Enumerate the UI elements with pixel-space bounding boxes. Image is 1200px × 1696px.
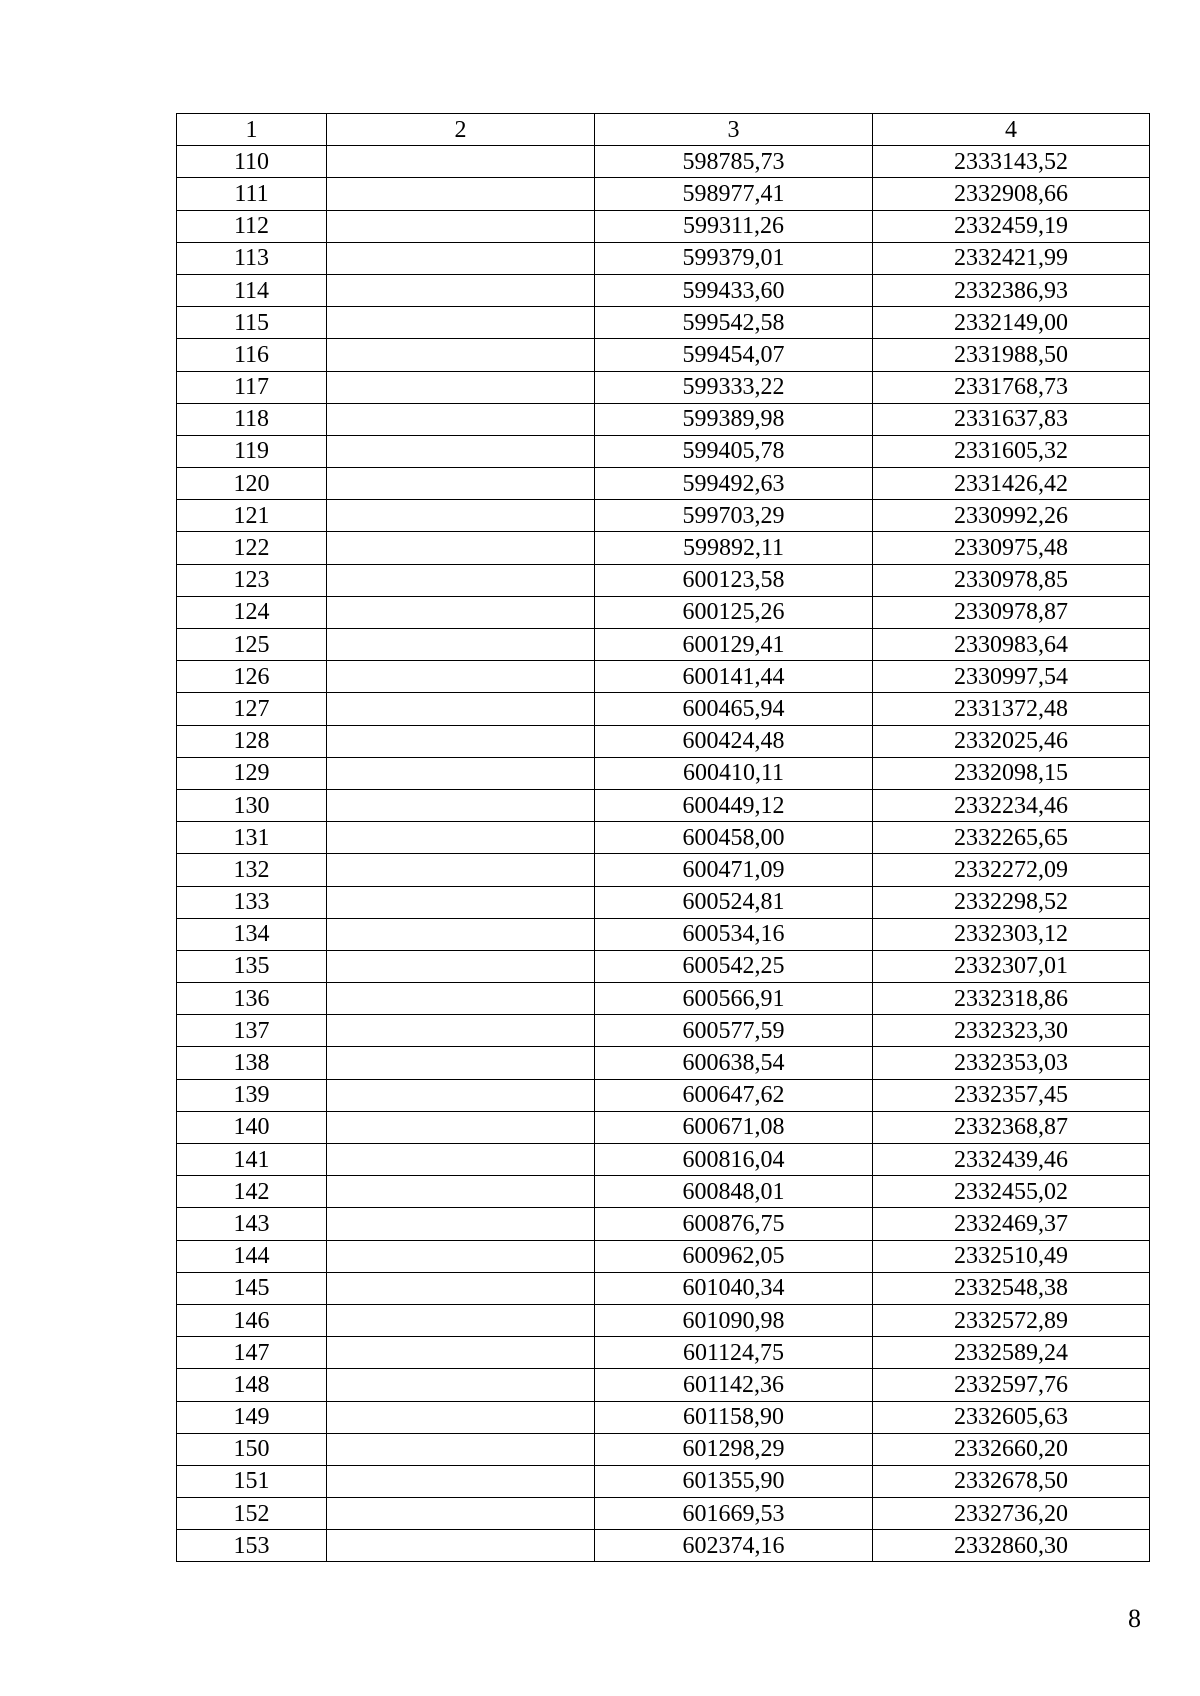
- point-number-cell: 123: [177, 564, 327, 596]
- y-coordinate-cell: 2332323,30: [873, 1015, 1150, 1047]
- table-row: [177, 918, 1150, 950]
- x-coordinate-cell: 600141,44: [595, 661, 873, 693]
- x-coordinate-cell: 600458,00: [595, 822, 873, 854]
- y-coordinate-cell: 2332234,46: [873, 789, 1150, 821]
- point-number-cell: 111: [177, 178, 327, 210]
- point-number-cell: 114: [177, 274, 327, 306]
- description-cell: [327, 1047, 595, 1079]
- point-number-cell: 124: [177, 596, 327, 628]
- point-number-cell: 132: [177, 854, 327, 886]
- table-row: [177, 564, 1150, 596]
- description-cell: [327, 274, 595, 306]
- y-coordinate-cell: 2331605,32: [873, 435, 1150, 467]
- point-number-cell: 139: [177, 1079, 327, 1111]
- description-cell: [327, 1401, 595, 1433]
- table-row: [177, 1530, 1150, 1562]
- y-coordinate-cell: 2332353,03: [873, 1047, 1150, 1079]
- point-number-cell: 150: [177, 1433, 327, 1465]
- description-cell: [327, 1530, 595, 1562]
- x-coordinate-cell: 600524,81: [595, 886, 873, 918]
- description-cell: [327, 983, 595, 1015]
- x-coordinate-cell: 601142,36: [595, 1369, 873, 1401]
- point-number-cell: 115: [177, 307, 327, 339]
- description-cell: [327, 854, 595, 886]
- description-cell: [327, 403, 595, 435]
- table-row: [177, 1272, 1150, 1304]
- description-cell: [327, 1144, 595, 1176]
- y-coordinate-cell: 2332510,49: [873, 1240, 1150, 1272]
- x-coordinate-cell: 601158,90: [595, 1401, 873, 1433]
- description-cell: [327, 918, 595, 950]
- x-coordinate-cell: 600577,59: [595, 1015, 873, 1047]
- table-row: [177, 1047, 1150, 1079]
- x-coordinate-cell: 599492,63: [595, 468, 873, 500]
- y-coordinate-cell: 2332660,20: [873, 1433, 1150, 1465]
- y-coordinate-cell: 2330978,87: [873, 596, 1150, 628]
- table-row: [177, 435, 1150, 467]
- point-number-cell: 130: [177, 789, 327, 821]
- point-number-cell: 126: [177, 661, 327, 693]
- y-coordinate-cell: 2332597,76: [873, 1369, 1150, 1401]
- y-coordinate-cell: 2331988,50: [873, 339, 1150, 371]
- description-cell: [327, 210, 595, 242]
- point-number-cell: 143: [177, 1208, 327, 1240]
- point-number-cell: 136: [177, 983, 327, 1015]
- table-row: [177, 468, 1150, 500]
- table-row: [177, 274, 1150, 306]
- y-coordinate-cell: 2332386,93: [873, 274, 1150, 306]
- y-coordinate-cell: 2332149,00: [873, 307, 1150, 339]
- table-row: [177, 1369, 1150, 1401]
- header-cell-col2: 2: [327, 114, 595, 146]
- x-coordinate-cell: 599542,58: [595, 307, 873, 339]
- description-cell: [327, 789, 595, 821]
- y-coordinate-cell: 2331426,42: [873, 468, 1150, 500]
- description-cell: [327, 178, 595, 210]
- point-number-cell: 149: [177, 1401, 327, 1433]
- point-number-cell: 153: [177, 1530, 327, 1562]
- y-coordinate-cell: 2332572,89: [873, 1304, 1150, 1336]
- point-number-cell: 152: [177, 1498, 327, 1530]
- header-cell-col3: 3: [595, 114, 873, 146]
- table-row: [177, 210, 1150, 242]
- x-coordinate-cell: 600848,01: [595, 1176, 873, 1208]
- table-row: [177, 1176, 1150, 1208]
- point-number-cell: 129: [177, 757, 327, 789]
- page-number: 8: [1128, 1604, 1141, 1633]
- table-row: [177, 403, 1150, 435]
- table-row: [177, 1111, 1150, 1143]
- table-row: [177, 822, 1150, 854]
- table-row: [177, 757, 1150, 789]
- table-row: [177, 1337, 1150, 1369]
- x-coordinate-cell: 599311,26: [595, 210, 873, 242]
- point-number-cell: 145: [177, 1272, 327, 1304]
- point-number-cell: 137: [177, 1015, 327, 1047]
- y-coordinate-cell: 2332421,99: [873, 242, 1150, 274]
- point-number-cell: 110: [177, 146, 327, 178]
- description-cell: [327, 693, 595, 725]
- x-coordinate-cell: 600125,26: [595, 596, 873, 628]
- table-row: [177, 500, 1150, 532]
- description-cell: [327, 242, 595, 274]
- table-row: [177, 532, 1150, 564]
- description-cell: [327, 1240, 595, 1272]
- description-cell: [327, 1079, 595, 1111]
- point-number-cell: 122: [177, 532, 327, 564]
- x-coordinate-cell: 602374,16: [595, 1530, 873, 1562]
- y-coordinate-cell: 2332548,38: [873, 1272, 1150, 1304]
- y-coordinate-cell: 2332908,66: [873, 178, 1150, 210]
- description-cell: [327, 661, 595, 693]
- table-row: [177, 178, 1150, 210]
- point-number-cell: 144: [177, 1240, 327, 1272]
- description-cell: [327, 725, 595, 757]
- table-row: [177, 371, 1150, 403]
- x-coordinate-cell: 601355,90: [595, 1465, 873, 1497]
- description-cell: [327, 596, 595, 628]
- description-cell: [327, 629, 595, 661]
- point-number-cell: 140: [177, 1111, 327, 1143]
- description-cell: [327, 1498, 595, 1530]
- x-coordinate-cell: 600962,05: [595, 1240, 873, 1272]
- y-coordinate-cell: 2332025,46: [873, 725, 1150, 757]
- point-number-cell: 120: [177, 468, 327, 500]
- point-number-cell: 135: [177, 950, 327, 982]
- header-cell-col4: 4: [873, 114, 1150, 146]
- y-coordinate-cell: 2332439,46: [873, 1144, 1150, 1176]
- table-row: [177, 789, 1150, 821]
- y-coordinate-cell: 2332678,50: [873, 1465, 1150, 1497]
- point-number-cell: 112: [177, 210, 327, 242]
- point-number-cell: 117: [177, 371, 327, 403]
- y-coordinate-cell: 2332318,86: [873, 983, 1150, 1015]
- table-row: [177, 886, 1150, 918]
- y-coordinate-cell: 2332298,52: [873, 886, 1150, 918]
- x-coordinate-cell: 599333,22: [595, 371, 873, 403]
- x-coordinate-cell: 600410,11: [595, 757, 873, 789]
- description-cell: [327, 1369, 595, 1401]
- x-coordinate-cell: 599389,98: [595, 403, 873, 435]
- point-number-cell: 148: [177, 1369, 327, 1401]
- y-coordinate-cell: 2332860,30: [873, 1530, 1150, 1562]
- x-coordinate-cell: 600542,25: [595, 950, 873, 982]
- description-cell: [327, 950, 595, 982]
- y-coordinate-cell: 2330992,26: [873, 500, 1150, 532]
- description-cell: [327, 532, 595, 564]
- y-coordinate-cell: 2332368,87: [873, 1111, 1150, 1143]
- x-coordinate-cell: 599454,07: [595, 339, 873, 371]
- x-coordinate-cell: 600471,09: [595, 854, 873, 886]
- description-cell: [327, 564, 595, 596]
- y-coordinate-cell: 2333143,52: [873, 146, 1150, 178]
- y-coordinate-cell: 2331372,48: [873, 693, 1150, 725]
- x-coordinate-cell: 599892,11: [595, 532, 873, 564]
- table-row: [177, 242, 1150, 274]
- point-number-cell: 127: [177, 693, 327, 725]
- x-coordinate-cell: 600449,12: [595, 789, 873, 821]
- y-coordinate-cell: 2330983,64: [873, 629, 1150, 661]
- description-cell: [327, 1433, 595, 1465]
- table-row: [177, 693, 1150, 725]
- description-cell: [327, 371, 595, 403]
- table-row: [177, 1079, 1150, 1111]
- table-row: [177, 1240, 1150, 1272]
- point-number-cell: 119: [177, 435, 327, 467]
- point-number-cell: 151: [177, 1465, 327, 1497]
- x-coordinate-cell: 599405,78: [595, 435, 873, 467]
- y-coordinate-cell: 2332605,63: [873, 1401, 1150, 1433]
- description-cell: [327, 757, 595, 789]
- y-coordinate-cell: 2332098,15: [873, 757, 1150, 789]
- y-coordinate-cell: 2332307,01: [873, 950, 1150, 982]
- point-number-cell: 133: [177, 886, 327, 918]
- point-number-cell: 121: [177, 500, 327, 532]
- x-coordinate-cell: 600816,04: [595, 1144, 873, 1176]
- description-cell: [327, 1337, 595, 1369]
- point-number-cell: 125: [177, 629, 327, 661]
- x-coordinate-cell: 600465,94: [595, 693, 873, 725]
- x-coordinate-cell: 599433,60: [595, 274, 873, 306]
- y-coordinate-cell: 2330978,85: [873, 564, 1150, 596]
- table-row: [177, 596, 1150, 628]
- description-cell: [327, 307, 595, 339]
- point-number-cell: 146: [177, 1304, 327, 1336]
- description-cell: [327, 1272, 595, 1304]
- description-cell: [327, 339, 595, 371]
- table-row: [177, 146, 1150, 178]
- y-coordinate-cell: 2332272,09: [873, 854, 1150, 886]
- description-cell: [327, 1015, 595, 1047]
- description-cell: [327, 500, 595, 532]
- y-coordinate-cell: 2331637,83: [873, 403, 1150, 435]
- x-coordinate-cell: 599703,29: [595, 500, 873, 532]
- x-coordinate-cell: 600671,08: [595, 1111, 873, 1143]
- table-row: [177, 1465, 1150, 1497]
- x-coordinate-cell: 601040,34: [595, 1272, 873, 1304]
- table-row: [177, 854, 1150, 886]
- table-row: [177, 339, 1150, 371]
- table-row: [177, 1015, 1150, 1047]
- table-row: [177, 983, 1150, 1015]
- y-coordinate-cell: 2332459,19: [873, 210, 1150, 242]
- description-cell: [327, 1304, 595, 1336]
- y-coordinate-cell: 2330975,48: [873, 532, 1150, 564]
- y-coordinate-cell: 2332265,65: [873, 822, 1150, 854]
- y-coordinate-cell: 2331768,73: [873, 371, 1150, 403]
- x-coordinate-cell: 598785,73: [595, 146, 873, 178]
- point-number-cell: 118: [177, 403, 327, 435]
- table-header: [177, 114, 1150, 146]
- description-cell: [327, 435, 595, 467]
- point-number-cell: 147: [177, 1337, 327, 1369]
- x-coordinate-cell: 600566,91: [595, 983, 873, 1015]
- x-coordinate-cell: 600876,75: [595, 1208, 873, 1240]
- x-coordinate-cell: 599379,01: [595, 242, 873, 274]
- table-row: [177, 1208, 1150, 1240]
- point-number-cell: 131: [177, 822, 327, 854]
- x-coordinate-cell: 600424,48: [595, 725, 873, 757]
- point-number-cell: 113: [177, 242, 327, 274]
- point-number-cell: 138: [177, 1047, 327, 1079]
- point-number-cell: 134: [177, 918, 327, 950]
- y-coordinate-cell: 2332357,45: [873, 1079, 1150, 1111]
- description-cell: [327, 1176, 595, 1208]
- table-row: [177, 1304, 1150, 1336]
- point-number-cell: 116: [177, 339, 327, 371]
- point-number-cell: 128: [177, 725, 327, 757]
- table-row: [177, 629, 1150, 661]
- y-coordinate-cell: 2332736,20: [873, 1498, 1150, 1530]
- table-row: [177, 1433, 1150, 1465]
- table-row: [177, 307, 1150, 339]
- y-coordinate-cell: 2330997,54: [873, 661, 1150, 693]
- description-cell: [327, 1111, 595, 1143]
- x-coordinate-cell: 600638,54: [595, 1047, 873, 1079]
- description-cell: [327, 468, 595, 500]
- x-coordinate-cell: 600129,41: [595, 629, 873, 661]
- table-body: [177, 146, 1150, 1562]
- table-row: [177, 950, 1150, 982]
- x-coordinate-cell: 601124,75: [595, 1337, 873, 1369]
- x-coordinate-cell: 600534,16: [595, 918, 873, 950]
- description-cell: [327, 1465, 595, 1497]
- y-coordinate-cell: 2332469,37: [873, 1208, 1150, 1240]
- description-cell: [327, 1208, 595, 1240]
- y-coordinate-cell: 2332589,24: [873, 1337, 1150, 1369]
- y-coordinate-cell: 2332303,12: [873, 918, 1150, 950]
- y-coordinate-cell: 2332455,02: [873, 1176, 1150, 1208]
- table-row: [177, 1401, 1150, 1433]
- x-coordinate-cell: 601669,53: [595, 1498, 873, 1530]
- coordinates-table: [176, 113, 1150, 1562]
- table-row: [177, 725, 1150, 757]
- x-coordinate-cell: 601298,29: [595, 1433, 873, 1465]
- x-coordinate-cell: 598977,41: [595, 178, 873, 210]
- x-coordinate-cell: 600123,58: [595, 564, 873, 596]
- point-number-cell: 141: [177, 1144, 327, 1176]
- x-coordinate-cell: 600647,62: [595, 1079, 873, 1111]
- point-number-cell: 142: [177, 1176, 327, 1208]
- description-cell: [327, 146, 595, 178]
- header-row: [177, 114, 1150, 146]
- table-row: [177, 1498, 1150, 1530]
- header-cell-col1: 1: [177, 114, 327, 146]
- description-cell: [327, 886, 595, 918]
- description-cell: [327, 822, 595, 854]
- table-row: [177, 1144, 1150, 1176]
- x-coordinate-cell: 601090,98: [595, 1304, 873, 1336]
- table-row: [177, 661, 1150, 693]
